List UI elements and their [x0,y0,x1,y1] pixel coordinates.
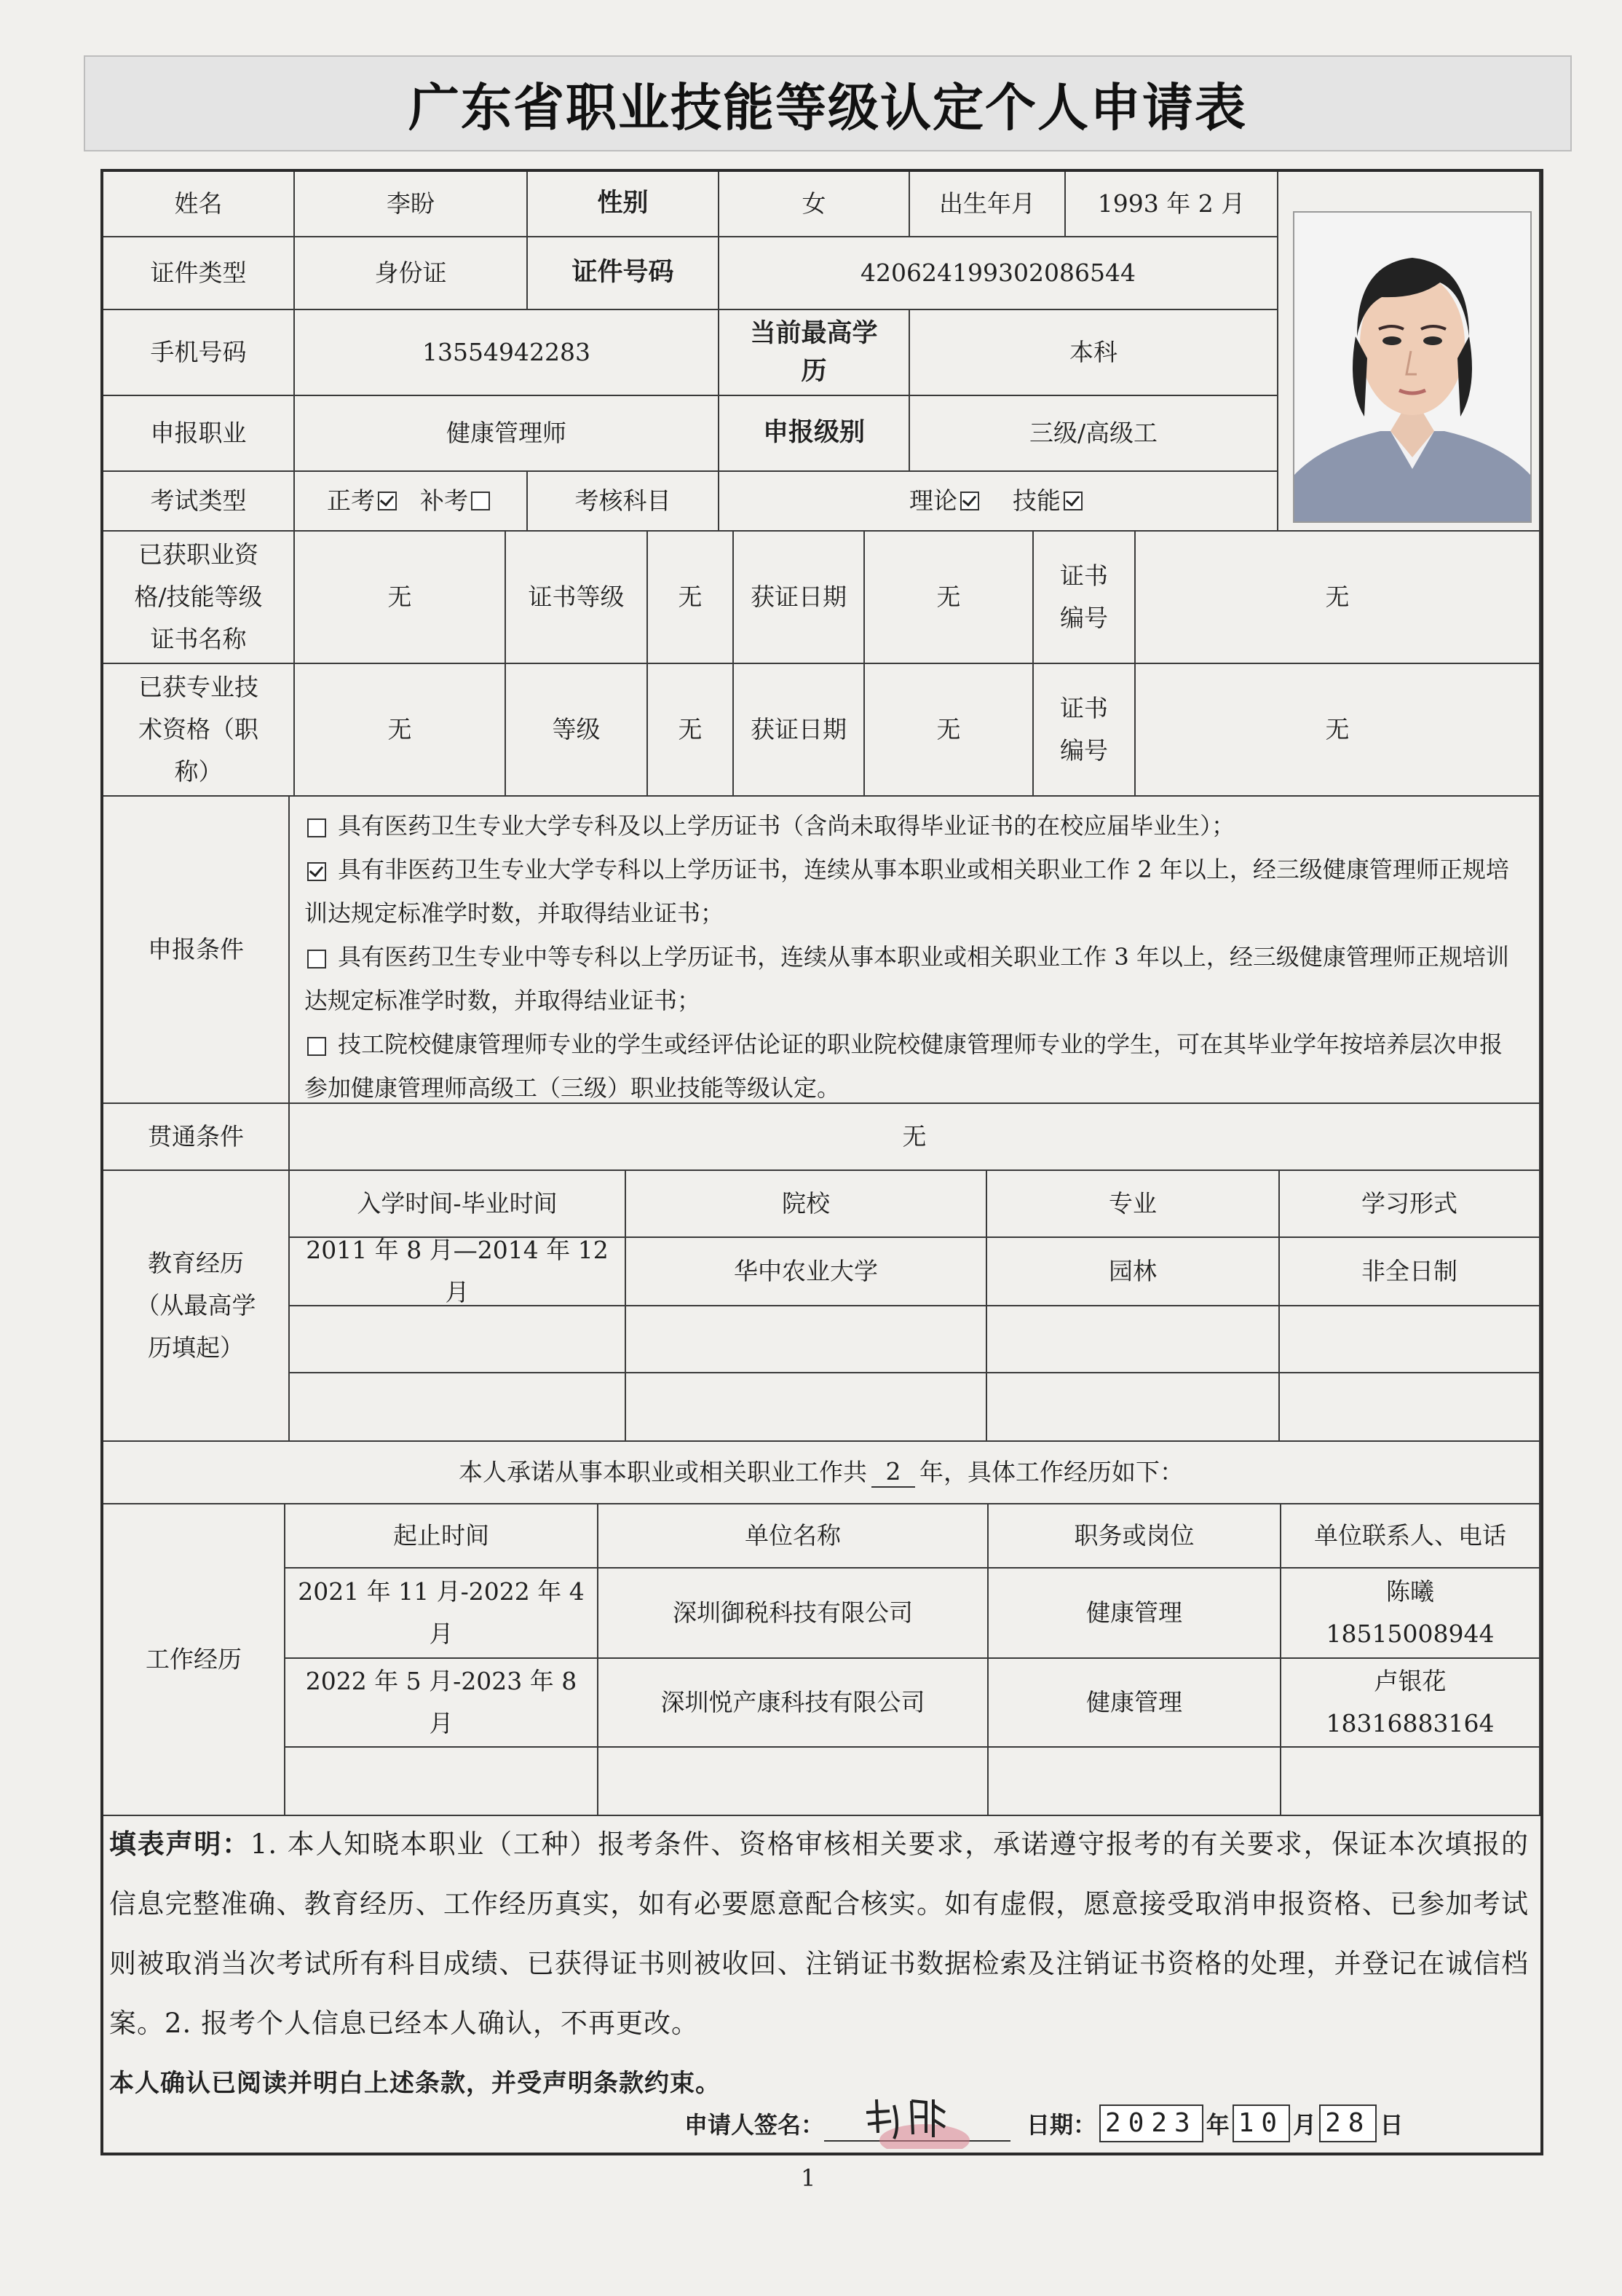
idno-value: 420624199302086544 [719,237,1278,310]
edu-header-form: 学习形式 [1280,1171,1540,1238]
work-row-3-company [598,1748,989,1816]
edu-row-1-form: 非全日制 [1280,1238,1540,1306]
qualification-date-value: 无 [865,532,1034,664]
education-label: 教育经历（从最高学历填起） [103,1171,290,1442]
work-row-2-period: 2022 年 5 月-2023 年 8 月 [285,1659,598,1748]
phone-value: 13554942283 [295,310,719,396]
idno-label: 证件号码 [528,237,719,310]
edu-header-major: 专业 [987,1171,1280,1238]
through-label: 贯通条件 [103,1104,290,1171]
edu-header-period: 入学时间-毕业时间 [290,1171,626,1238]
skill-label: 技能 [1013,486,1061,516]
page-number: 1 [801,2164,816,2192]
signature-field[interactable] [824,2105,1010,2142]
applicant-photo [1293,211,1532,523]
edu-row-3-period [290,1373,626,1442]
condition-1-text: 具有医药卫生专业大学专科及以上学历证书（含尚未取得毕业证书的在校应届毕业生）； [338,812,1235,840]
theory-label: 理论 [909,486,957,516]
education-level-value: 本科 [910,310,1278,396]
condition-4-checkbox[interactable] [307,1037,326,1056]
qualification-cert-value: 无 [295,532,506,664]
work-row-2-role: 健康管理 [989,1659,1281,1748]
work-row-2-contact-name: 卢银花 [1374,1667,1447,1696]
gender-label: 性别 [528,172,719,237]
pledge-years: 2 [871,1457,915,1488]
edu-row-1-major: 园林 [987,1238,1280,1306]
idtype-label: 证件类型 [103,237,295,310]
condition-3-text: 具有医药卫生专业中等专科以上学历证书，连续从事本职业或相关职业工作 3 年以上，经三级健康管理师正规培训达规定标准学时数，并取得结业证书； [304,943,1509,1014]
work-row-3-contact [1281,1748,1540,1816]
name-label: 姓名 [103,172,295,237]
exam-type-options [295,472,528,532]
exam-type-label: 考试类型 [103,472,295,532]
work-row-1-contact [1281,1569,1540,1659]
work-row-2-contact-phone: 18316883164 [1326,1709,1495,1737]
declared-level-value: 三级/高级工 [910,396,1278,472]
condition-4-text: 技工院校健康管理师专业的学生或经评估论证的职业院校健康管理师专业的学生，可在其毕业学年按培养层次申报参加健康管理师高级工（三级）职业技能等级认定。 [304,1030,1503,1102]
work-pledge [103,1442,1540,1504]
edu-row-3-school [626,1373,987,1442]
professional-grade-label: 等级 [506,664,648,797]
professional-certno-value: 无 [1136,664,1540,797]
declaration-heading: 填表声明： [109,1828,250,1860]
professional-grade-value: 无 [648,664,734,797]
date-label: 日期： [1026,2111,1097,2139]
date-month-box[interactable]: 10 [1233,2104,1290,2142]
pledge-prefix: 本人承诺从事本职业或相关职业工作共 [459,1458,867,1487]
condition-3-checkbox[interactable] [307,950,326,968]
work-header-role: 职务或岗位 [989,1504,1281,1569]
pledge-suffix: 年，具体工作经历如下： [919,1458,1184,1487]
work-label: 工作经历 [103,1504,285,1816]
date-year-unit: 年 [1206,2111,1230,2139]
date-month-unit: 月 [1293,2111,1317,2139]
professional-date-value: 无 [865,664,1034,797]
gender-value: 女 [719,172,910,237]
work-header-contact: 单位联系人、电话 [1281,1504,1540,1569]
qualification-certno-label: 证书编号 [1034,532,1136,664]
declared-level-label: 申报级别 [719,396,910,472]
edu-row-3-major [987,1373,1280,1442]
conditions-list [290,797,1540,1104]
declaration-confirm: 本人确认已阅读并明白上述条款，并受声明条款约束。 [109,2069,721,2098]
work-row-1-contact-phone: 18515008944 [1326,1620,1495,1648]
edu-row-2-period [290,1306,626,1373]
date-day-unit: 日 [1380,2111,1404,2139]
conditions-label: 申报条件 [103,797,290,1104]
birth-label: 出生年月 [910,172,1066,237]
qualification-cert-label: 已获职业资格/技能等级证书名称 [103,532,295,664]
edu-header-school: 院校 [626,1171,987,1238]
subjects-options [719,472,1278,532]
qualification-grade-value: 无 [648,532,734,664]
work-row-1-contact-name: 陈曦 [1386,1577,1434,1606]
birth-value: 1993 年 2 月 [1066,172,1278,237]
date-day-box[interactable]: 28 [1319,2104,1377,2142]
through-value: 无 [290,1104,1540,1171]
condition-1-checkbox[interactable] [307,818,326,837]
name-value: 李盼 [295,172,528,237]
condition-2-checkbox[interactable] [307,862,326,881]
qualification-date-label: 获证日期 [734,532,865,664]
portrait-image [1294,213,1530,521]
work-row-2-contact [1281,1659,1540,1748]
exam-makeup-label: 补考 [420,486,468,516]
subjects-label: 考核科目 [528,472,719,532]
theory-checkbox[interactable] [960,492,979,510]
edu-row-2-form [1280,1306,1540,1373]
handwritten-signature [824,2083,1010,2149]
work-row-2-company: 深圳悦产康科技有限公司 [598,1659,989,1748]
edu-row-2-major [987,1306,1280,1373]
edu-row-1-period: 2011 年 8 月—2014 年 12 月 [290,1238,626,1306]
work-row-1-company: 深圳御税科技有限公司 [598,1569,989,1659]
sign-label: 申请人签名： [684,2111,825,2139]
form-title: 广东省职业技能等级认定个人申请表 [84,55,1572,151]
professional-title-value: 无 [295,664,506,797]
occupation-label: 申报职业 [103,396,295,472]
signature-row [684,2102,1404,2145]
declaration-body: 1. 本人知晓本职业（工种）报考条件、资格审核相关要求，承诺遵守报考的有关要求，保证本次填报的信息完整准确、教育经历、工作经历真实，如有必要愿意配合核实。如有虚假，愿意接受取消申报资格、已参加考试则被取消当次考试所有科目成绩、已获得证书则被收回、注销证书数据检索及注销证书资格的处理，并登记在诚信档案。2. 报考个人信息已经本人确认，不再更改。 [109,1828,1530,2039]
work-row-1-period: 2021 年 11 月-2022 年 4 月 [285,1569,598,1659]
idtype-value: 身份证 [295,237,528,310]
work-row-3-role [989,1748,1281,1816]
condition-item [304,935,1524,1022]
condition-item [304,1022,1524,1110]
exam-regular-label: 正考 [327,486,375,516]
exam-makeup-checkbox[interactable] [471,492,490,510]
work-row-1-role: 健康管理 [989,1569,1281,1659]
edu-row-1-school: 华中农业大学 [626,1238,987,1306]
edu-row-3-form [1280,1373,1540,1442]
edu-row-2-school [626,1306,987,1373]
occupation-value: 健康管理师 [295,396,719,472]
exam-regular-checkbox[interactable] [378,492,397,510]
professional-certno-label: 证书编号 [1034,664,1136,797]
qualification-certno-value: 无 [1136,532,1540,664]
professional-date-label: 获证日期 [734,664,865,797]
professional-title-label: 已获专业技术资格（职称） [103,664,295,797]
declaration-block [109,1815,1529,2113]
education-level-label: 当前最高学历 [719,310,910,396]
work-header-company: 单位名称 [598,1504,989,1569]
date-year-box[interactable]: 2023 [1099,2104,1203,2142]
qualification-grade-label: 证书等级 [506,532,648,664]
work-header-period: 起止时间 [285,1504,598,1569]
work-row-3-period [285,1748,598,1816]
phone-label: 手机号码 [103,310,295,396]
skill-checkbox[interactable] [1064,492,1083,510]
condition-2-text: 具有非医药卫生专业大学专科以上学历证书，连续从事本职业或相关职业工作 2 年以上，经三级健康管理师正规培训达规定标准学时数，并取得结业证书； [304,856,1509,927]
condition-item [304,804,1524,848]
condition-item [304,848,1524,935]
